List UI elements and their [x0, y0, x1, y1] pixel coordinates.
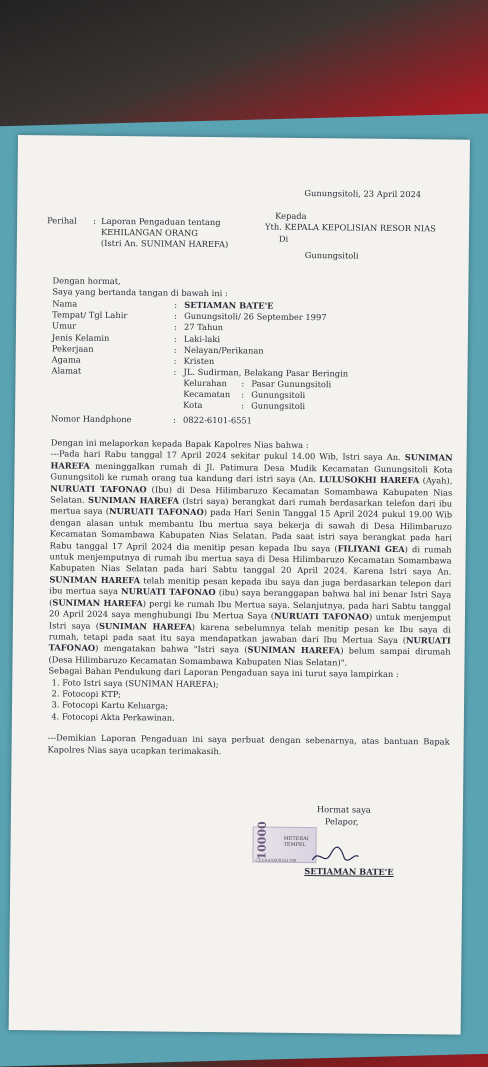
perihal-line: KEHILANGAN ORANG [100, 226, 199, 238]
field-label: Umur [51, 320, 77, 331]
regards: Hormat saya [316, 804, 371, 815]
field-colon: : [241, 389, 245, 400]
phone-value: 0822-6101-6551 [182, 414, 253, 426]
field-label: Jenis Kelamin [51, 332, 110, 343]
address-sub-label: Kota [183, 399, 203, 410]
field-value: Laki-laki [183, 333, 221, 345]
stamp-text: METERAI TEMPEL [283, 835, 309, 849]
address-sub-label: Kelurahan [183, 377, 227, 389]
field-colon: : [173, 344, 177, 355]
list-item: 4. Fotocopi Akta Perkawinan. [62, 711, 450, 726]
field-value: 27 Tahun [183, 321, 224, 333]
stamp-code: CEDAAAX00251108 [255, 857, 297, 863]
perihal-line: Laporan Pengaduan tentang [101, 215, 221, 228]
field-colon: : [173, 321, 177, 332]
field-value-name: SETIAMAN BATE'E [184, 299, 274, 311]
salutation: Dengan hormat, [52, 275, 121, 287]
field-colon: : [173, 333, 177, 344]
field-colon: : [173, 355, 177, 366]
perihal-label: Perihal [47, 215, 77, 226]
handwritten-signature [310, 844, 360, 869]
recipient-city: Gunungsitoli [304, 250, 359, 261]
recipient: Yth. KEPALA KEPOLISIAN RESOR NIAS [265, 221, 436, 234]
field-value: Kristen [183, 355, 215, 367]
field-label: Nama [52, 298, 78, 309]
intro-line: Saya yang bertanda tangan di bawah ini : [52, 286, 228, 299]
signer-role: Pelapor, [324, 816, 359, 827]
field-label: Pekerjaan [51, 343, 94, 354]
address-sub-value: Pasar Gunungsitoli [251, 378, 332, 390]
kepada-label: Kepada [275, 210, 307, 222]
field-colon: : [174, 299, 178, 310]
field-label: Alamat [51, 365, 82, 376]
attachment-list [48, 677, 450, 727]
body-intro: Dengan ini melaporkan kepada Bapak Kapolres Nias bahwa : [50, 437, 309, 451]
di-label: Di [278, 233, 289, 244]
list-item: 1. Foto Istri saya (SUNIMAN HAREFA); [62, 677, 450, 692]
field-colon: : [241, 378, 245, 389]
letter-paper [9, 135, 470, 1035]
stamp-value: 10000 [255, 821, 269, 860]
field-value: JL. Sudirman, Belakang Pasar Beringin [183, 366, 349, 379]
letter-body [48, 437, 453, 759]
address-sub-label: Kecamatan [183, 388, 231, 400]
field-label: Nomor Handphone [50, 413, 132, 425]
field-colon: : [173, 366, 177, 377]
place-date: Gunungsitoli, 23 April 2024 [304, 188, 422, 200]
body-paragraph: ---Pada hari Rabu tanggal 17 April 2024 sekitar pukul 14.00 Wib, Istri saya An. SUNIMAN HAREFA meninggalkan rumah di Jl. Patimura Desa Mudik Kecamatan Gunungsitoli Kota Gunungsitoli ke rumah orang tua kandung dari istri saya (An. LULUSOKHI HAREFA (Ayah), NURUATI TAFONAO (Ibu) di Desa Hilimbaruzo Kecamatan Somambawa Kabupaten Nias Selatan. SUNIMAN HAREFA (Istri saya) berangkat dari rumah berdasarkan telefon dari ibu mertua saya (NURUATI TAFONAO) pada Hari Senin Tanggal 15 April 2024 pukul 19.00 Wib dengan alasan untuk membantu Ibu mertua saya bekerja di sawah di Desa Hilimbaruzo Kecamatan Somambawa Kabupaten Nias Selatan. Pada saat istri saya berangkat pada hari Rabu tanggal 17 April 2024 dia menitip pesan kepada Ibu saya (FILIYANI GEA) di rumah untuk menjemputnya di rumah ibu mertua saya di Desa Hilimbaruzo Kecamatan Somambawa Kabupaten Nias Selatan pada hari Sabtu tanggal 20 April 2024. Karena Istri saya An. SUNIMAN HAREFA telah menitip pesan kepada ibu saya dan juga berdasarkan telepon dari ibu mertua saya NURUATI TAFONAO (ibu) saya beranggapan bahwa hal ini benar Istri Saya (SUNIMAN HAREFA) pergi ke rumah Ibu Mertua saya. Selanjutnya, pada hari Sabtu tanggal 20 April 2024 saya menghubungi Ibu Mertua Saya (NURUATI TAFONAO) untuk menjemput Istri saya (SUNIMAN HAREFA) karena sebelumnya telah menitip pesan ke Ibu saya di rumah, tetapi pada saat itu saya mendapatkan jawaban dari Ibu Mertua Saya (NURUATI TAFONAO) mengatakan bahwa "Istri saya (SUNIMAN HAREFA) belum sampai dirumah (Desa Hilimbaruzo Kecamatan Somambawa Kabupaten Nias Selatan)". [48, 448, 453, 668]
perihal-line: (Istri An. SUNIMAN HAREFA) [100, 237, 229, 250]
closing-paragraph: ---Demikian Laporan Pengaduan ini saya perbuat dengan sebenarnya, atas bantuan Bapak Kapolres Nias saya ucapkan terimakasih. [47, 732, 450, 756]
signer-name: SETIAMAN BATE'E [304, 866, 394, 877]
address-sub-value: Gunungsitoli [251, 389, 306, 401]
field-value: Nelayan/Perikanan [183, 344, 264, 356]
list-item: 2. Fotocopi KTP; [62, 688, 450, 703]
meterai-stamp [252, 821, 316, 863]
field-colon: : [241, 400, 245, 411]
field-colon: : [172, 414, 176, 425]
address-sub-value: Gunungsitoli [251, 400, 306, 412]
support-line: Sebagai Bahan Pendukung dari Laporan Pengaduan saya ini turut saya lampirkan : [48, 665, 399, 680]
field-label: Agama [51, 354, 81, 365]
list-item: 3. Fotocopi Kartu Keluarga; [62, 700, 450, 715]
perihal-colon: : [93, 215, 96, 226]
field-label: Tempat/ Tgl Lahir [52, 309, 128, 321]
field-value: Gunungsitoli/ 26 September 1997 [184, 310, 327, 323]
field-colon: : [174, 310, 177, 321]
